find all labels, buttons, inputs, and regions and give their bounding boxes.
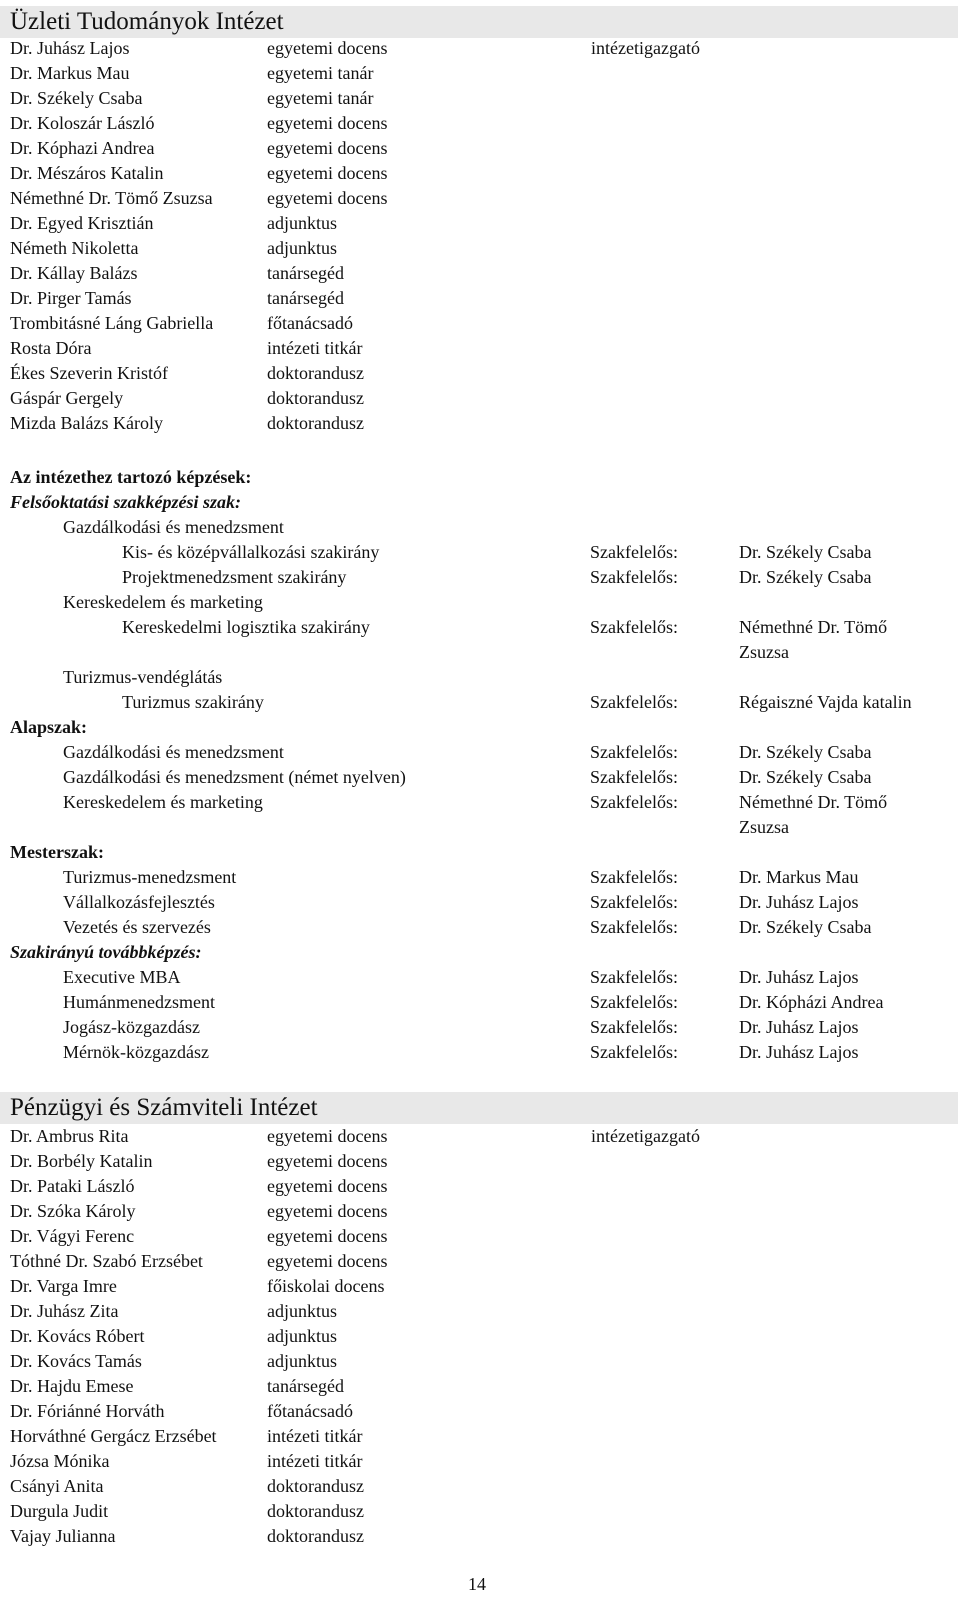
staff-rank: egyetemi docens bbox=[267, 113, 388, 133]
staff-name: Dr. Kóphazi Andrea bbox=[10, 138, 155, 158]
resp-person: Dr. Juhász Lajos bbox=[739, 1017, 859, 1037]
staff-rank: egyetemi docens bbox=[267, 1126, 388, 1146]
staff-rank: főiskolai docens bbox=[267, 1276, 385, 1296]
resp-label: Szakfelelős: bbox=[590, 992, 678, 1012]
staff-rank: egyetemi docens bbox=[267, 163, 388, 183]
staff-rank: doktorandusz bbox=[267, 388, 364, 408]
resp-label: Szakfelelős: bbox=[590, 892, 678, 912]
staff-rank: főtanácsadó bbox=[267, 1401, 353, 1421]
staff-name: Dr. Szóka Károly bbox=[10, 1201, 136, 1221]
staff-rank: egyetemi docens bbox=[267, 188, 388, 208]
staff-rank: tanársegéd bbox=[267, 1376, 344, 1396]
staff-name: Dr. Fóriánné Horváth bbox=[10, 1401, 165, 1421]
staff-rank: tanársegéd bbox=[267, 263, 344, 283]
staff-name: Vajay Julianna bbox=[10, 1526, 116, 1546]
resp-person: Dr. Székely Csaba bbox=[739, 742, 872, 762]
staff-rank: intézeti titkár bbox=[267, 1426, 363, 1446]
staff-name: Dr. Juhász Lajos bbox=[10, 38, 130, 58]
staff-name: Dr. Koloszár László bbox=[10, 113, 155, 133]
staff-rank: adjunktus bbox=[267, 238, 337, 258]
institute-title: Üzleti Tudományok Intézet bbox=[0, 6, 958, 38]
staff-name: Rosta Dóra bbox=[10, 338, 92, 358]
staff-rank: doktorandusz bbox=[267, 413, 364, 433]
program-row bbox=[0, 765, 958, 790]
program-name: Projektmenedzsment szakirány bbox=[122, 567, 347, 587]
staff-name: Dr. Juhász Zita bbox=[10, 1301, 119, 1321]
program-row bbox=[0, 915, 958, 940]
program-row bbox=[0, 1040, 958, 1065]
staff-rank: doktorandusz bbox=[267, 363, 364, 383]
staff-role: intézetigazgató bbox=[591, 1126, 700, 1146]
staff-rank: adjunktus bbox=[267, 213, 337, 233]
staff-name: Dr. Kállay Balázs bbox=[10, 263, 138, 283]
staff-name: Horváthné Gergácz Erzsébet bbox=[10, 1426, 217, 1446]
program-row bbox=[0, 1015, 958, 1040]
staff-rank: egyetemi docens bbox=[267, 1151, 388, 1171]
resp-person: Dr. Juhász Lajos bbox=[739, 967, 859, 987]
program-name: Turizmus-menedzsment bbox=[63, 867, 237, 887]
resp-person: Dr. Kópházi Andrea bbox=[739, 992, 884, 1012]
staff-name: Dr. Egyed Krisztián bbox=[10, 213, 154, 233]
program-row bbox=[0, 740, 958, 765]
staff-rank: tanársegéd bbox=[267, 288, 344, 308]
staff-name: Józsa Mónika bbox=[10, 1451, 110, 1471]
staff-rank: egyetemi docens bbox=[267, 1176, 388, 1196]
program-name: Kis- és középvállalkozási szakirány bbox=[122, 542, 380, 562]
staff-name: Németh Nikoletta bbox=[10, 238, 139, 258]
resp-person: Dr. Juhász Lajos bbox=[739, 1042, 859, 1062]
program-row bbox=[0, 890, 958, 915]
program-row bbox=[0, 690, 958, 715]
program-name: Executive MBA bbox=[63, 967, 181, 987]
program-row bbox=[0, 615, 958, 662]
staff-name: Dr. Markus Mau bbox=[10, 63, 130, 83]
program-name: Kereskedelem és marketing bbox=[63, 592, 263, 612]
program-name: Gazdálkodási és menedzsment bbox=[63, 742, 284, 762]
staff-name: Dr. Borbély Katalin bbox=[10, 1151, 153, 1171]
staff-name: Dr. Varga Imre bbox=[10, 1276, 117, 1296]
program-name: Kereskedelmi logisztika szakirány bbox=[122, 617, 370, 637]
resp-label: Szakfelelős: bbox=[590, 617, 678, 637]
staff-name: Dr. Kovács Róbert bbox=[10, 1326, 145, 1346]
staff-name: Gáspár Gergely bbox=[10, 388, 124, 408]
program-row bbox=[0, 790, 958, 837]
staff-rank: egyetemi docens bbox=[267, 38, 388, 58]
programs-heading: Az intézethez tartozó képzések: bbox=[10, 467, 252, 487]
program-row bbox=[0, 965, 958, 990]
staff-rank: adjunktus bbox=[267, 1326, 337, 1346]
resp-label: Szakfelelős: bbox=[590, 792, 678, 812]
staff-name: Dr. Ambrus Rita bbox=[10, 1126, 129, 1146]
staff-rank: doktorandusz bbox=[267, 1501, 364, 1521]
resp-label: Szakfelelős: bbox=[590, 1017, 678, 1037]
program-row bbox=[0, 565, 958, 590]
staff-name: Tóthné Dr. Szabó Erzsébet bbox=[10, 1251, 203, 1271]
staff-rank: egyetemi docens bbox=[267, 1251, 388, 1271]
program-name: Turizmus-vendéglátás bbox=[63, 667, 223, 687]
staff-name: Csányi Anita bbox=[10, 1476, 104, 1496]
resp-label: Szakfelelős: bbox=[590, 967, 678, 987]
staff-name: Dr. Mészáros Katalin bbox=[10, 163, 164, 183]
staff-rank: egyetemi tanár bbox=[267, 88, 374, 108]
staff-name: Némethné Dr. Tömő Zsuzsa bbox=[10, 188, 213, 208]
staff-rank: egyetemi docens bbox=[267, 1226, 388, 1246]
staff-rank: doktorandusz bbox=[267, 1526, 364, 1546]
program-row bbox=[0, 865, 958, 890]
staff-name: Dr. Kovács Tamás bbox=[10, 1351, 142, 1371]
staff-rank: doktorandusz bbox=[267, 1476, 364, 1496]
resp-label: Szakfelelős: bbox=[590, 767, 678, 787]
resp-person: Némethné Dr. Tömő Zsuzsa bbox=[739, 617, 888, 662]
resp-person: Némethné Dr. Tömő Zsuzsa bbox=[739, 792, 888, 837]
staff-rank: adjunktus bbox=[267, 1351, 337, 1371]
page-number: 14 bbox=[468, 1574, 486, 1594]
institute-title: Pénzügyi és Számviteli Intézet bbox=[0, 1092, 958, 1124]
program-name: Turizmus szakirány bbox=[122, 692, 264, 712]
program-row bbox=[0, 540, 958, 565]
staff-rank: intézeti titkár bbox=[267, 1451, 363, 1471]
staff-name: Dr. Pataki László bbox=[10, 1176, 135, 1196]
resp-person: Dr. Juhász Lajos bbox=[739, 892, 859, 912]
staff-role: intézetigazgató bbox=[591, 38, 700, 58]
program-name: Mérnök-közgazdász bbox=[63, 1042, 209, 1062]
staff-name: Durgula Judit bbox=[10, 1501, 109, 1521]
section-alapszak: Alapszak: bbox=[10, 717, 88, 737]
program-name: Gazdálkodási és menedzsment (német nyelven) bbox=[63, 767, 406, 787]
section-szakiranyu: Szakirányú továbbképzés: bbox=[10, 942, 202, 962]
program-name: Humánmenedzsment bbox=[63, 992, 215, 1012]
resp-person: Dr. Székely Csaba bbox=[739, 542, 872, 562]
resp-person: Dr. Székely Csaba bbox=[739, 917, 872, 937]
program-name: Vállalkozásfejlesztés bbox=[63, 892, 215, 912]
program-row bbox=[0, 990, 958, 1015]
staff-rank: főtanácsadó bbox=[267, 313, 353, 333]
program-name: Vezetés és szervezés bbox=[63, 917, 211, 937]
staff-name: Ékes Szeverin Kristóf bbox=[10, 363, 168, 383]
staff-name: Dr. Székely Csaba bbox=[10, 88, 143, 108]
program-name: Jogász-közgazdász bbox=[63, 1017, 200, 1037]
resp-label: Szakfelelős: bbox=[590, 917, 678, 937]
resp-label: Szakfelelős: bbox=[590, 1042, 678, 1062]
staff-rank: adjunktus bbox=[267, 1301, 337, 1321]
staff-rank: egyetemi docens bbox=[267, 138, 388, 158]
resp-person: Dr. Székely Csaba bbox=[739, 567, 872, 587]
resp-label: Szakfelelős: bbox=[590, 692, 678, 712]
staff-name: Dr. Hajdu Emese bbox=[10, 1376, 134, 1396]
resp-label: Szakfelelős: bbox=[590, 742, 678, 762]
program-name: Gazdálkodási és menedzsment bbox=[63, 517, 284, 537]
program-name: Kereskedelem és marketing bbox=[63, 792, 263, 812]
section-felsooktatasi: Felsőoktatási szakképzési szak: bbox=[10, 492, 242, 512]
staff-name: Dr. Pirger Tamás bbox=[10, 288, 132, 308]
staff-rank: egyetemi docens bbox=[267, 1201, 388, 1221]
staff-name: Mizda Balázs Károly bbox=[10, 413, 163, 433]
section-mesterszak: Mesterszak: bbox=[10, 842, 104, 862]
staff-rank: egyetemi tanár bbox=[267, 63, 374, 83]
staff-name: Dr. Vágyi Ferenc bbox=[10, 1226, 135, 1246]
resp-person: Dr. Markus Mau bbox=[739, 867, 859, 887]
resp-label: Szakfelelős: bbox=[590, 867, 678, 887]
staff-name: Trombitásné Láng Gabriella bbox=[10, 313, 214, 333]
staff-rank: intézeti titkár bbox=[267, 338, 363, 358]
resp-person: Régaiszné Vajda katalin bbox=[739, 692, 912, 712]
resp-person: Dr. Székely Csaba bbox=[739, 767, 872, 787]
resp-label: Szakfelelős: bbox=[590, 567, 678, 587]
resp-label: Szakfelelős: bbox=[590, 542, 678, 562]
